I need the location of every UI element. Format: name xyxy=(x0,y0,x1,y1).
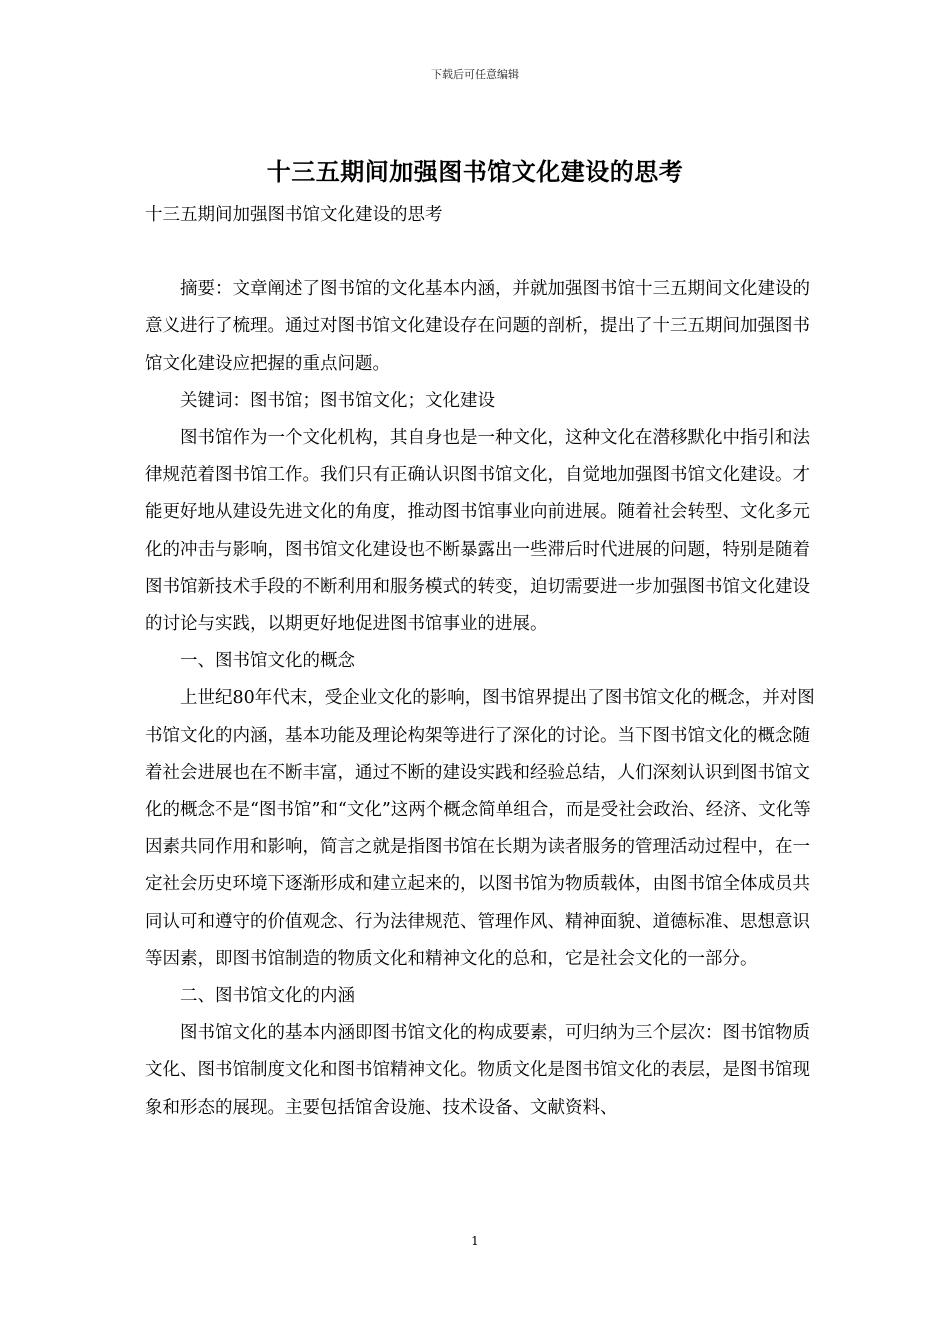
section-2-paragraph: 图书馆文化的基本内涵即图书馆文化的构成要素，可归纳为三个层次：图书馆物质文化、图书馆制度文化和图书馆精神文化。物质文化是图书馆文化的表层，是图书馆现象和形态的展现。主要包括馆舍设施、技术设备、文献资料、 xyxy=(145,1023,810,1118)
intro-paragraph: 图书馆作为一个文化机构，其自身也是一种文化，这种文化在潜移默化中指引和法律规范着图书馆工作。我们只有正确认识图书馆文化，自觉地加强图书馆文化建设。才能更好地从建设先进文化的角度，推动图书馆事业向前进展。随着社会转型、文化多元化的冲击与影响，图书馆文化建设也不断暴露出一些滞后时代进展的问题，特别是随着图书馆新技术手段的不断利用和服务模式的转变，迫切需要进一步加强图书馆文化建设的讨论与实践，以期更好地促进图书馆事业的进展。 xyxy=(145,428,810,635)
section-1-paragraph: 上世纪80年代末，受企业文化的影响，图书馆界提出了图书馆文化的概念，并对图书馆文化的内涵，基本功能及理论构架等进行了深化的讨论。当下图书馆文化的概念随着社会进展也在不断丰富，通过不断的建设实践和经验总结，人们深刻认识到图书馆文化的概念不是“图书馆”和“文化”这两个概念简单组合，而是受社会政治、经济、文化等因素共同作用和影响，简言之就是指图书馆在长期为读者服务的管理活动过程中，在一定社会历史环境下逐渐形成和建立起来的，以图书馆为物质载体，由图书馆全体成员共同认可和遵守的价值观念、行为法律规范、管理作风、精神面貌、道德标准、思想意识等因素，即图书馆制造的物质文化和精神文化的总和，它是社会文化的一部分。 xyxy=(145,688,815,969)
section-heading-1: 一、图书馆文化的概念 xyxy=(180,651,355,672)
header-note: 下载后可任意编辑 xyxy=(431,68,519,81)
abstract-paragraph: 摘要：文章阐述了图书馆的文化基本内涵，并就加强图书馆十三五期间文化建设的意义进行了梳理。通过对图书馆文化建设存在问题的剖析，提出了十三五期间加强图书馆文化建设应把握的重点问题。 xyxy=(145,279,810,374)
section-heading-2: 二、图书馆文化的内涵 xyxy=(180,986,355,1007)
document-body xyxy=(145,197,820,1127)
document-title: 十三五期间加强图书馆文化建设的思考 xyxy=(266,157,684,186)
keywords-paragraph: 关键词：图书馆；图书馆文化；文化建设 xyxy=(180,390,495,411)
document-subtitle: 十三五期间加强图书馆文化建设的思考 xyxy=(145,205,443,225)
page-number: 1 xyxy=(471,1234,479,1248)
